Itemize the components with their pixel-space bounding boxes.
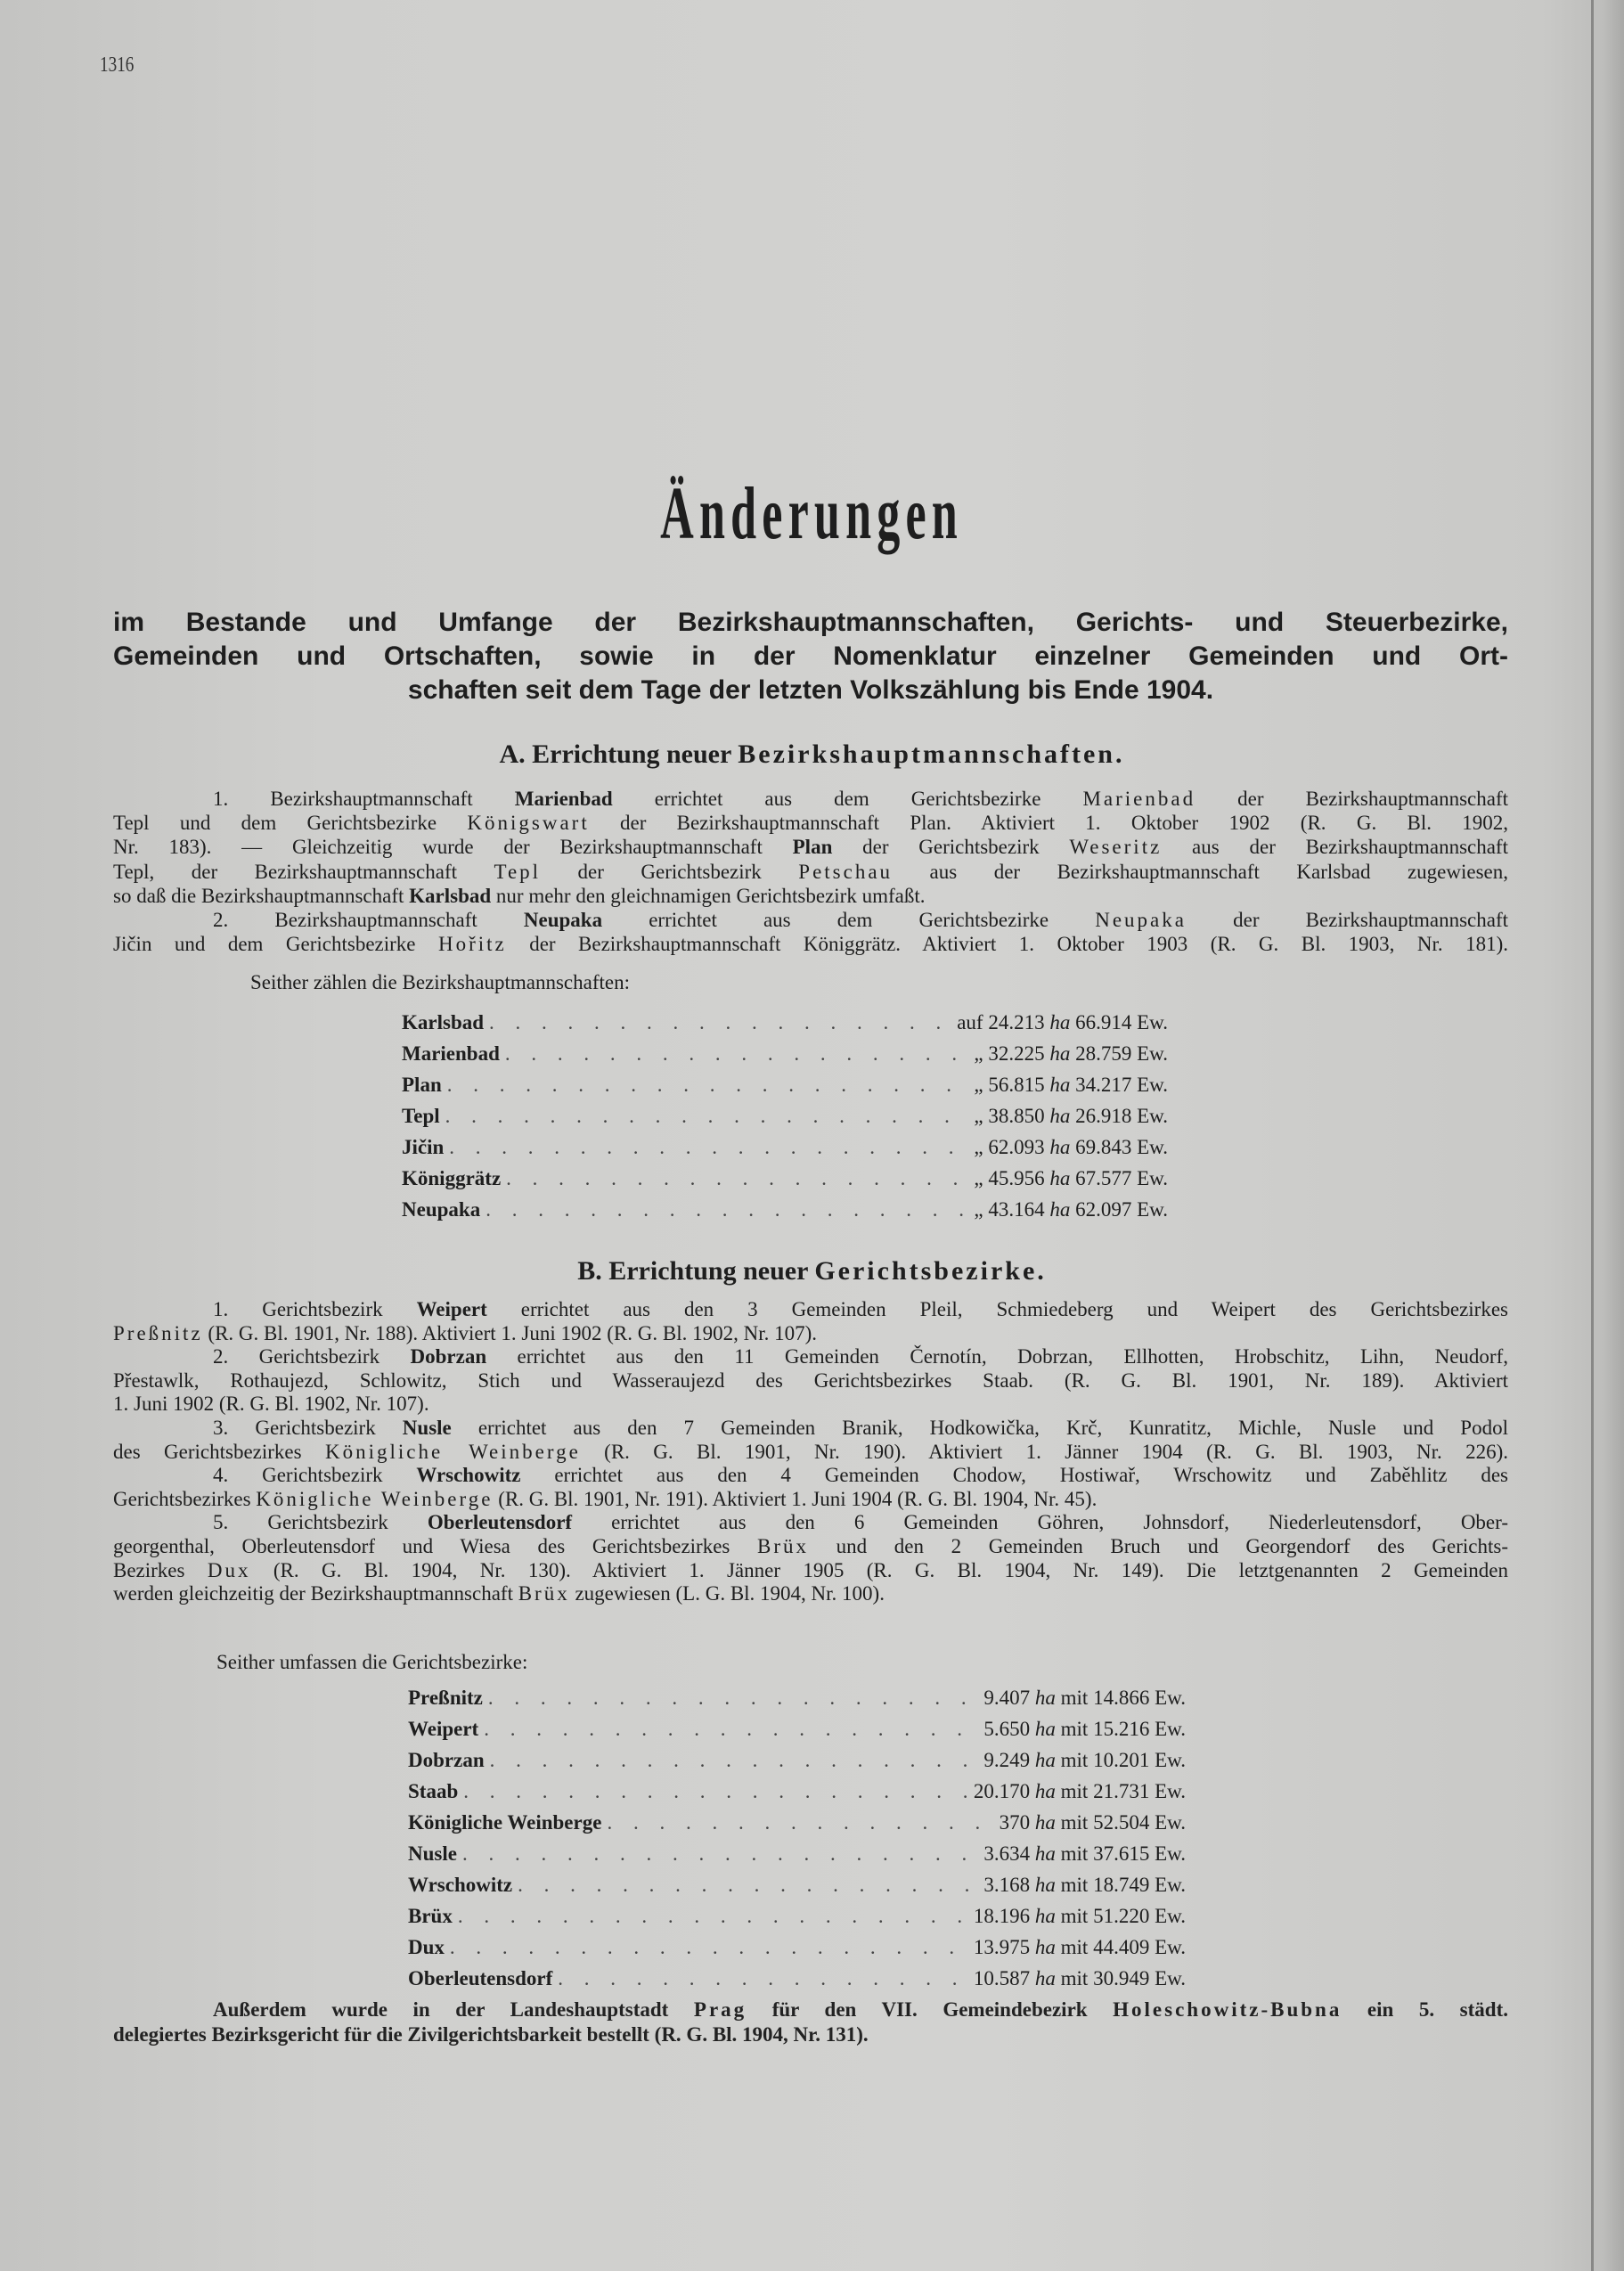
bold-name: Nusle (402, 1416, 452, 1439)
row-mid: mit (1060, 1874, 1089, 1896)
row-mid: mit (1060, 1780, 1089, 1802)
row-pop-unit: Ew. (1137, 1011, 1168, 1033)
page-number: 1316 (100, 53, 135, 77)
text-segment: 5. Gerichtsbezirk (213, 1511, 428, 1534)
table-row (402, 1194, 1168, 1225)
text-line (113, 1345, 1508, 1369)
row-pop: 26.918 (1075, 1105, 1132, 1127)
row-value (974, 1932, 1186, 1963)
row-area-unit: ha (1034, 1936, 1056, 1958)
text-segment: Außerdem wurde in der Landeshauptstadt (213, 1998, 694, 2021)
text-segment: errichtet aus dem Gerichtsbezirke (602, 908, 1096, 931)
subtitle (113, 606, 1508, 707)
row-pop-unit: Ew. (1155, 1687, 1186, 1709)
table-a (402, 1007, 1168, 1225)
row-value (974, 1963, 1186, 1994)
row-area-unit: ha (1049, 1074, 1071, 1096)
text-segment: der Bezirkshauptmannschaft (1196, 788, 1508, 810)
row-prefix: „ (974, 1198, 983, 1221)
spaced-name: Preßnitz (113, 1321, 203, 1344)
text-segment: georgenthal, Oberleutensdorf und Wiesa des Gerichtsbezirkes (113, 1534, 757, 1557)
row-area: 62.093 (988, 1136, 1045, 1158)
row-area: 3.168 (983, 1874, 1031, 1896)
table-b-lead: Seither umfassen die Gerichtsbezirke: (216, 1651, 528, 1673)
row-pop: 21.731 (1093, 1780, 1150, 1802)
row-pop: 30.949 (1093, 1967, 1150, 1989)
table-row (402, 1131, 1168, 1163)
row-area-unit: ha (1049, 1167, 1071, 1189)
text-line (113, 1488, 1508, 1512)
row-value (974, 1194, 1168, 1225)
text-line (113, 932, 1508, 956)
heading-spaced: Gerichtsbezirke. (814, 1256, 1047, 1286)
row-mid: mit (1060, 1905, 1089, 1927)
row-pop: 14.866 (1093, 1687, 1150, 1709)
row-value (983, 1838, 1186, 1869)
text-line (113, 1322, 1508, 1346)
dot-leader (458, 1900, 968, 1932)
row-pop-unit: Ew. (1155, 1936, 1186, 1958)
row-pop-unit: Ew. (1155, 1718, 1186, 1740)
row-area: 38.850 (988, 1105, 1045, 1127)
text-segment: 2. Bezirkshauptmannschaft (213, 908, 524, 931)
dot-leader (506, 1163, 968, 1194)
page-title (0, 470, 1624, 557)
row-name: Staab (408, 1780, 459, 1802)
row-pop: 34.217 (1075, 1074, 1132, 1096)
row-name: Königliche Weinberge (408, 1811, 602, 1834)
row-value (974, 1900, 1186, 1932)
dot-leader (445, 1100, 969, 1131)
row-area: 24.213 (988, 1011, 1045, 1033)
text-line (113, 860, 1508, 884)
row-pop: 62.097 (1075, 1198, 1132, 1221)
table-row (402, 1038, 1168, 1069)
dot-leader (484, 1713, 978, 1744)
spaced-name: Brüx (518, 1582, 570, 1605)
row-pop-unit: Ew. (1137, 1074, 1168, 1096)
row-pop: 37.615 (1093, 1842, 1150, 1865)
text-segment: so daß die Bezirkshauptmannschaft (113, 884, 410, 907)
row-pop: 44.409 (1093, 1936, 1150, 1958)
row-prefix: „ (974, 1042, 983, 1065)
table-row (408, 1713, 1186, 1744)
row-area: 9.249 (983, 1749, 1031, 1771)
text-segment: und den 2 Gemeinden Bruch und Georgendorf des Gerichts- (809, 1534, 1508, 1557)
text-segment: errichtet aus den 7 Gemeinden Branik, Hodkowička, Krč, Kunratitz, Michle, Nusle und Podol (451, 1416, 1508, 1439)
row-area-unit: ha (1034, 1718, 1056, 1740)
heading-spaced: Bezirkshauptmannschaften. (738, 739, 1125, 769)
row-prefix: „ (974, 1136, 983, 1158)
row-area-unit: ha (1049, 1198, 1071, 1221)
row-prefix: auf (957, 1011, 983, 1033)
spaced-name: Königliche Weinberge (324, 1440, 581, 1463)
spaced-name: Königswart (467, 812, 590, 835)
text-segment: Nr. 183). — Gleichzeitig wurde der Bezirkshauptmannschaft (113, 836, 793, 859)
row-area-unit: ha (1049, 1042, 1071, 1065)
table-row (408, 1776, 1186, 1807)
table-row (402, 1100, 1168, 1131)
row-area: 18.196 (973, 1905, 1031, 1927)
row-name: Wrschowitz (408, 1874, 513, 1896)
text-segment: der Gerichtsbezirk (541, 860, 799, 883)
dot-leader (558, 1963, 968, 1994)
text-segment: ein 5. städt. (1342, 1998, 1508, 2021)
text-segment: aus der Bezirkshauptmannschaft (1162, 836, 1508, 859)
dot-leader (490, 1744, 979, 1776)
text-segment: errichtet aus den 11 Gemeinden Černotín, Dobrzan, Ellhotten, Hrobschitz, Lihn, Neudorf, (486, 1345, 1508, 1368)
heading-prefix: B. Errichtung neuer (577, 1256, 815, 1286)
text-segment: 2. Gerichtsbezirk (213, 1345, 411, 1368)
row-value (983, 1744, 1186, 1776)
row-area-unit: ha (1034, 1780, 1056, 1802)
text-segment: 4. Gerichtsbezirk (213, 1464, 417, 1487)
bold-name: Neupaka (523, 908, 603, 931)
row-name: Tepl (402, 1105, 440, 1127)
row-name: Königgrätz (402, 1167, 502, 1189)
bold-name: Dobrzan (410, 1345, 487, 1368)
table-row (408, 1682, 1186, 1713)
row-area-unit: ha (1034, 1749, 1056, 1771)
row-area-unit: ha (1049, 1011, 1071, 1033)
text-segment: zugewiesen (L. G. Bl. 1904, Nr. 100). (569, 1582, 885, 1605)
spaced-name: Petschau (798, 860, 894, 883)
row-name: Brüx (408, 1905, 453, 1927)
table-a-lead: Seither zählen die Bezirkshauptmannschaften: (250, 971, 630, 993)
text-line (113, 1441, 1508, 1465)
row-area: 13.975 (973, 1936, 1031, 1958)
row-pop: 69.843 (1075, 1136, 1132, 1158)
heading-prefix: A. Errichtung neuer (499, 739, 739, 769)
row-name: Oberleutensdorf (408, 1967, 553, 1989)
text-segment: Tepl und dem Gerichtsbezirke (113, 812, 468, 835)
bold-name: Karlsbad (409, 884, 492, 907)
text-segment: 3. Gerichtsbezirk (213, 1416, 403, 1439)
closing-text (113, 1997, 1508, 2047)
section-b-heading (0, 1256, 1624, 1287)
text-segment: nur mehr den gleichnamigen Gerichtsbezirk umfaßt. (491, 884, 926, 907)
spaced-name: Dux (207, 1558, 251, 1581)
text-segment: aus der Bezirkshauptmannschaft Karlsbad zugewiesen, (893, 860, 1508, 883)
text-segment: Tepl, der Bezirkshauptmannschaft (113, 860, 494, 883)
text-segment: der Bezirkshauptmannschaft (1186, 908, 1508, 931)
text-line (113, 1997, 1508, 2022)
row-name: Dux (408, 1936, 445, 1958)
text-segment: delegiertes Bezirksgericht für die Zivilgerichtsbarkeit bestellt (R. G. Bl. 1904, Nr. 131). (113, 2023, 869, 2046)
subtitle-line: Gemeinden und Ortschaften, sowie in der Nomenklatur einzelner Gemeinden und Ort- (113, 641, 1508, 671)
text-segment: errichtet aus den 3 Gemeinden Pleil, Schmiedeberg und Weipert des Gerichtsbezirkes (486, 1298, 1509, 1320)
row-area-unit: ha (1034, 1687, 1056, 1709)
text-line (113, 1417, 1508, 1441)
section-b-text (113, 1298, 1508, 1606)
row-name: Nusle (408, 1842, 457, 1865)
row-name: Dobrzan (408, 1749, 485, 1771)
row-value (983, 1869, 1186, 1900)
spaced-name: Holeschowitz-Bubna (1113, 1998, 1342, 2021)
text-line (113, 1464, 1508, 1488)
row-pop-unit: Ew. (1137, 1167, 1168, 1189)
text-line (113, 1535, 1508, 1559)
row-value (974, 1131, 1168, 1163)
row-area-unit: ha (1034, 1842, 1056, 1865)
row-mid: mit (1060, 1842, 1089, 1865)
text-segment: (R. G. Bl. 1904, Nr. 130). Aktiviert 1. Jänner 1905 (R. G. Bl. 1904, Nr. 149). Die letztgenannten 2 Gemeinden (250, 1558, 1509, 1581)
bold-name: Marienbad (514, 788, 613, 810)
table-row (408, 1869, 1186, 1900)
row-value (974, 1069, 1168, 1100)
row-pop-unit: Ew. (1155, 1967, 1186, 1989)
table-row (408, 1963, 1186, 1994)
subtitle-line: schaften seit dem Tage der letzten Volkszählung bis Ende 1904. (407, 675, 1214, 705)
row-pop: 66.914 (1075, 1011, 1132, 1033)
text-segment: werden gleichzeitig der Bezirkshauptmannschaft (113, 1582, 518, 1605)
row-area-unit: ha (1034, 1874, 1056, 1896)
text-segment: der Gerichtsbezirk (832, 836, 1070, 859)
dot-leader (505, 1038, 968, 1069)
row-area: 32.225 (988, 1042, 1045, 1065)
row-pop: 18.749 (1093, 1874, 1150, 1896)
row-pop-unit: Ew. (1137, 1042, 1168, 1065)
section-a-text (113, 787, 1508, 956)
row-pop: 10.201 (1093, 1749, 1150, 1771)
table-row (402, 1007, 1168, 1038)
spaced-name: Prag (693, 1998, 747, 2021)
text-segment: (R. G. Bl. 1901, Nr. 190). Aktiviert 1. Jänner 1904 (R. G. Bl. 1903, Nr. 226). (580, 1440, 1508, 1463)
row-area: 9.407 (983, 1687, 1031, 1709)
row-area: 56.815 (988, 1074, 1045, 1096)
text-segment: Gerichtsbezirkes (113, 1487, 257, 1510)
text-segment: Přestawlk, Rothaujezd, Schlowitz, Stich und Wasseraujezd des Gerichtsbezirkes Staab. (R. G. Bl. 1901, Nr. 189). Aktiviert (113, 1368, 1508, 1392)
bold-name: Oberleutensdorf (427, 1511, 573, 1534)
spaced-name: Königliche Weinberge (256, 1487, 494, 1510)
text-segment: (R. G. Bl. 1901, Nr. 188). Aktiviert 1. Juni 1902 (R. G. Bl. 1902, Nr. 107). (202, 1321, 818, 1344)
row-pop-unit: Ew. (1155, 1811, 1186, 1834)
row-area: 10.587 (973, 1967, 1031, 1989)
subtitle-line: im Bestande und Umfange der Bezirkshauptmannschaften, Gerichts- und Steuerbezirke, (113, 608, 1508, 637)
text-segment: Jičin und dem Gerichtsbezirke (113, 933, 438, 956)
row-area: 5.650 (983, 1718, 1031, 1740)
row-area-unit: ha (1049, 1105, 1071, 1127)
spaced-name: Hořitz (437, 933, 507, 956)
row-name: Marienbad (402, 1042, 500, 1065)
row-area: 370 (999, 1811, 1031, 1834)
table-row (408, 1932, 1186, 1963)
text-line (113, 835, 1508, 859)
row-value (974, 1163, 1168, 1194)
row-pop-unit: Ew. (1155, 1780, 1186, 1802)
text-segment: für den VII. Gemeindebezirk (747, 1998, 1114, 2021)
text-line (113, 1369, 1508, 1393)
dot-leader (607, 1807, 993, 1838)
row-value (974, 1100, 1168, 1131)
table-row (408, 1838, 1186, 1869)
text-line (113, 1559, 1508, 1583)
dot-leader (489, 1007, 951, 1038)
row-pop-unit: Ew. (1155, 1749, 1186, 1771)
dot-leader (518, 1869, 978, 1900)
text-segment: errichtet aus den 4 Gemeinden Chodow, Hostiwař, Wrschowitz und Zaběhlitz des (520, 1464, 1508, 1487)
row-area: 3.634 (983, 1842, 1031, 1865)
row-area: 43.164 (988, 1198, 1045, 1221)
bold-name: Wrschowitz (416, 1464, 521, 1487)
spaced-name: Brüx (757, 1534, 809, 1557)
table-row (408, 1807, 1186, 1838)
row-mid: mit (1060, 1749, 1089, 1771)
dot-leader (449, 1131, 968, 1163)
text-segment: Bezirkes (113, 1558, 208, 1581)
row-pop-unit: Ew. (1155, 1874, 1186, 1896)
text-segment: der Bezirkshauptmannschaft Plan. Aktiviert 1. Oktober 1902 (R. G. Bl. 1902, (589, 812, 1509, 835)
section-a-heading (0, 739, 1624, 770)
text-line (113, 1393, 1508, 1417)
text-segment: errichtet aus den 6 Gemeinden Göhren, Johnsdorf, Niederleutensdorf, Ober- (572, 1511, 1508, 1534)
row-name: Plan (402, 1074, 442, 1096)
row-area-unit: ha (1034, 1811, 1056, 1834)
table-row (402, 1163, 1168, 1194)
scan-edge-line (1591, 0, 1594, 2271)
row-pop: 51.220 (1093, 1905, 1150, 1927)
spaced-name: Neupaka (1095, 908, 1187, 931)
row-value (974, 1776, 1186, 1807)
row-pop: 15.216 (1093, 1718, 1150, 1740)
text-segment: 1. Juni 1902 (R. G. Bl. 1902, Nr. 107). (113, 1393, 429, 1416)
row-mid: mit (1060, 1811, 1089, 1834)
dot-leader (450, 1932, 968, 1963)
page-title-text: Änderungen (660, 472, 964, 555)
text-segment: 1. Bezirkshauptmannschaft (213, 788, 515, 810)
spaced-name: Tepl (494, 860, 542, 883)
row-name: Jičin (402, 1136, 445, 1158)
bold-name: Weipert (416, 1298, 487, 1320)
row-area: 45.956 (988, 1167, 1045, 1189)
row-value (957, 1007, 1168, 1038)
table-row (408, 1900, 1186, 1932)
text-line (113, 787, 1508, 811)
spaced-name: Marienbad (1082, 788, 1196, 810)
page-edge-shadow (1604, 0, 1624, 2271)
row-name: Karlsbad (402, 1011, 485, 1033)
row-pop-unit: Ew. (1137, 1105, 1168, 1127)
row-mid: mit (1060, 1718, 1089, 1740)
row-pop: 28.759 (1075, 1042, 1132, 1065)
row-prefix: „ (974, 1167, 983, 1189)
row-pop-unit: Ew. (1155, 1842, 1186, 1865)
spaced-name: Weseritz (1069, 836, 1163, 859)
dot-leader (462, 1838, 978, 1869)
row-value (1000, 1807, 1186, 1838)
row-prefix: „ (974, 1105, 983, 1127)
table-row (402, 1069, 1168, 1100)
text-segment: des Gerichtsbezirkes (113, 1440, 325, 1463)
dot-leader (488, 1682, 979, 1713)
text-line (113, 811, 1508, 835)
text-segment: der Bezirkshauptmannschaft Königgrätz. Aktiviert 1. Oktober 1903 (R. G. Bl. 1903, Nr. 181). (506, 933, 1509, 956)
row-name: Neupaka (402, 1198, 481, 1221)
row-pop-unit: Ew. (1137, 1198, 1168, 1221)
text-line (113, 1298, 1508, 1322)
table-row (408, 1744, 1186, 1776)
dot-leader (486, 1194, 968, 1225)
row-mid: mit (1060, 1687, 1089, 1709)
text-segment: (R. G. Bl. 1901, Nr. 191). Aktiviert 1. Juni 1904 (R. G. Bl. 1904, Nr. 45). (493, 1487, 1098, 1510)
row-name: Weipert (408, 1718, 479, 1740)
row-value (983, 1682, 1186, 1713)
row-pop-unit: Ew. (1137, 1136, 1168, 1158)
row-area: 20.170 (973, 1780, 1031, 1802)
dot-leader (463, 1776, 968, 1807)
row-prefix: „ (974, 1074, 983, 1096)
bold-name: Plan (792, 836, 833, 859)
row-name: Preßnitz (408, 1687, 483, 1709)
row-value (974, 1038, 1168, 1069)
row-mid: mit (1060, 1936, 1089, 1958)
text-line (113, 1511, 1508, 1535)
table-b (408, 1682, 1186, 1994)
text-line (113, 2022, 1508, 2047)
row-value (983, 1713, 1186, 1744)
row-area-unit: ha (1034, 1905, 1056, 1927)
text-line (113, 884, 1508, 908)
row-area-unit: ha (1034, 1967, 1056, 1989)
row-pop: 67.577 (1075, 1167, 1132, 1189)
text-line (113, 908, 1508, 932)
text-segment: errichtet aus dem Gerichtsbezirke (612, 788, 1083, 810)
dot-leader (447, 1069, 969, 1100)
text-segment: 1. Gerichtsbezirk (213, 1298, 417, 1320)
row-pop-unit: Ew. (1155, 1905, 1186, 1927)
row-pop: 52.504 (1093, 1811, 1150, 1834)
text-line (113, 1582, 1508, 1606)
row-mid: mit (1060, 1967, 1089, 1989)
row-area-unit: ha (1049, 1136, 1071, 1158)
